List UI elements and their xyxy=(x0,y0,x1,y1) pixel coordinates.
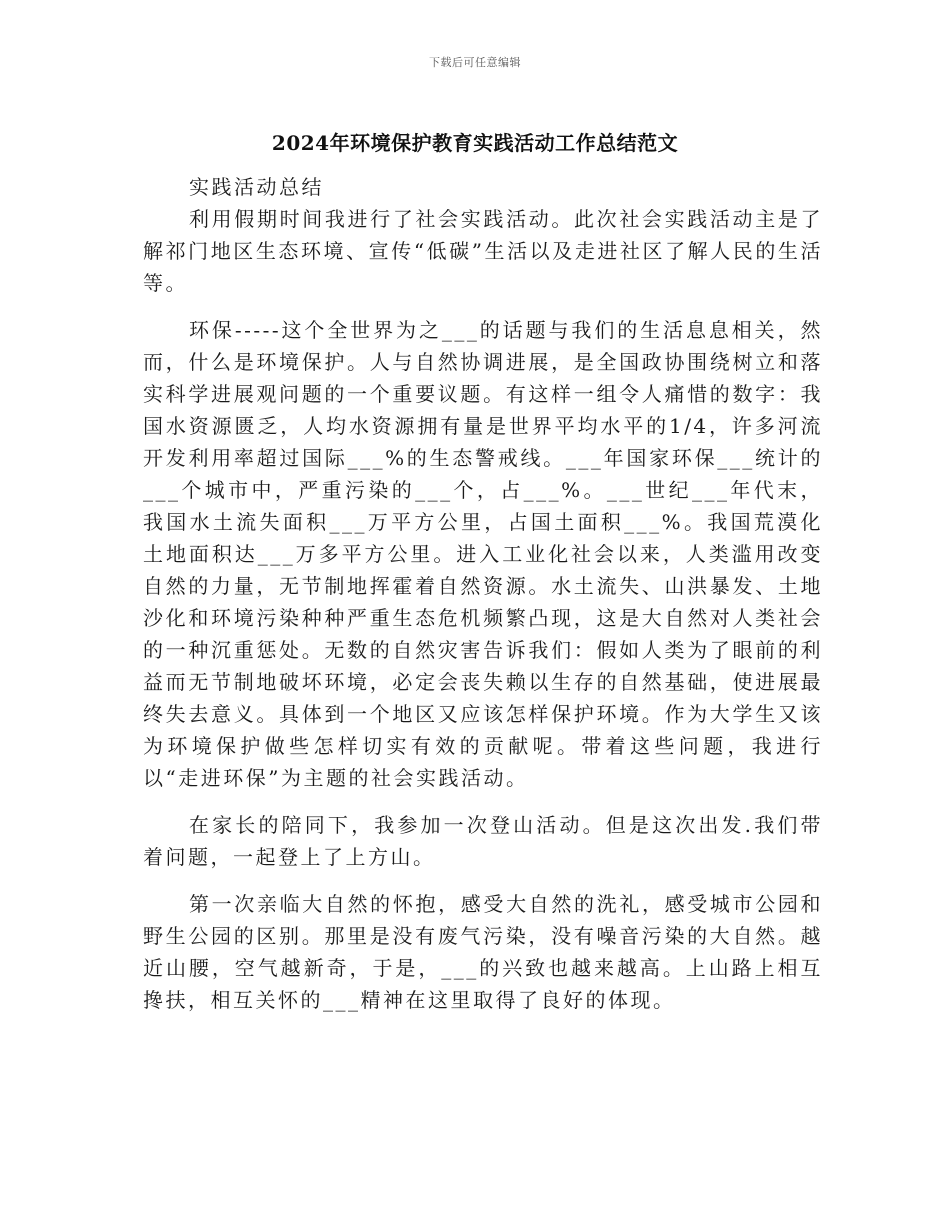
paragraph-environment: 环保-----这个全世界为之___的话题与我们的生活息息相关，然而，什么是环境保护。人与自然协调进展，是全国政协围绕树立和落实科学进展观问题的一个重要议题。有这样一组令人痛惜的数字：我国水资源匮乏，人均水资源拥有量是世界平均水平的1/4，许多河流开发利用率超过国际___%的生态警戒线。___年国家环保___统计的___个城市中，严重污染的___个，占___%。___世纪___年代末，我国水土流失面积___万平方公里，占国土面积___%。我国荒漠化土地面积达___万多平方公里。进入工业化社会以来，人类滥用改变自然的力量，无节制地挥霍着自然资源。水土流失、山洪暴发、土地沙化和环境污染种种严重生态危机频繁凸现，这是大自然对人类社会的一种沉重惩处。无数的自然灾害告诉我们：假如人类为了眼前的利益而无节制地破坏环境，必定会丧失赖以生存的自然基础，使进展最终失去意义。具体到一个地区又应该怎样保护环境。作为大学生又该为环境保护做些怎样切实有效的贡献呢。带着这些问题，我进行以“走进环保”为主题的社会实践活动。 xyxy=(143,318,823,790)
document-body xyxy=(143,171,823,1016)
section-heading: 实践活动总结 xyxy=(189,175,324,199)
paragraph-hiking: 在家长的陪同下，我参加一次登山活动。但是这次出发.我们带着问题，一起登上了上方山。 xyxy=(143,813,823,869)
paragraph-nature: 第一次亲临大自然的怀抱，感受大自然的洗礼，感受城市公园和野生公园的区别。那里是没有废气污染，没有噪音污染的大自然。越近山腰，空气越新奇，于是，___的兴致也越来越高。上山路上相互搀扶，相互关怀的___精神在这里取得了良好的体现。 xyxy=(143,892,823,1012)
header-note: 下载后可任意编辑 xyxy=(429,56,521,69)
document-title: 2024年环境保护教育实践活动工作总结范文 xyxy=(271,131,679,155)
paragraph-intro: 利用假期时间我进行了社会实践活动。此次社会实践活动主是了解祁门地区生态环境、宣传“低碳”生活以及走进社区了解人民的生活等。 xyxy=(143,207,823,295)
